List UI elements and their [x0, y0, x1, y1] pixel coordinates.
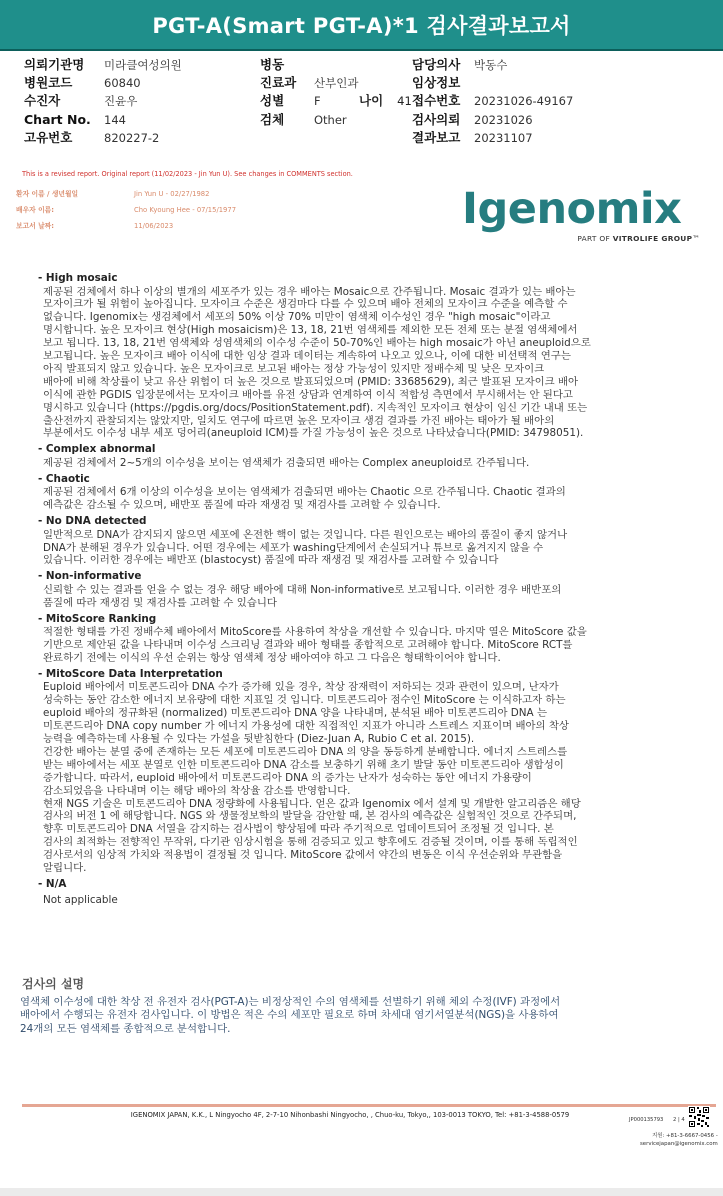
contact-line: 지원: +81-3-6667-0456 - — [652, 1133, 718, 1139]
section-mitoscore-data-interpretation — [38, 668, 690, 875]
description-line: 24개의 모든 염색체를 종합적으로 분석합니다. — [20, 1022, 231, 1035]
info-row-institution: 의뢰기관명 미라클여성의원 — [24, 57, 182, 72]
section-line: 명시하고 있습니다 (https://pgdis.org/docs/PositionStatement.pdf). 지속적인 모자이크 현상이 임신 기간 내내 또는 — [43, 401, 588, 414]
logo-wordmark: Igenomix — [462, 184, 682, 234]
section-line: 성숙하는 동안 감소한 에너지 보유량에 대한 지표일 것 입니다. 미토콘드리아 점수인 MitoScore 는 이식하고자 하는 — [43, 694, 566, 707]
section-line: 향후 미토콘드리아 DNA 서열을 감지하는 검사법이 향상됨에 따라 주기적으로 업데이트되어 조정될 것 입니다. 본 — [43, 823, 554, 836]
section-title: - No DNA detected — [38, 515, 147, 528]
info-row-age: 나이 41 — [359, 93, 412, 108]
section-line: Euploid 배아에서 미토콘드리아 DNA 수가 증가해 있을 경우, 착상 잠재력이 저하되는 것과 관련이 있으며, 난자가 — [43, 681, 559, 694]
section-title: - MitoScore Ranking — [38, 612, 157, 625]
section-line: 건강한 배아는 분열 중에 존재하는 모든 세포에 미토콘드리아 DNA 의 양을 동등하게 분배합니다. 에너지 스트레스를 — [43, 745, 568, 758]
section-line: euploid 배아의 정규화된 (normalized) 미토콘드리아 DNA 양을 나타내며, 분석된 배아 미토콘드리아 DNA 는 — [43, 707, 548, 720]
section-line: DNA가 분해된 경우가 있습니다. 어떤 경우에는 세포가 washing단계에서 손실되거나 튜브로 옮겨지지 않을 수 — [43, 541, 544, 554]
info-row-ward: 병동 — [260, 57, 285, 72]
section-line: 검사의 버전 1 에 해당합니다. NGS 와 생물정보학의 발달을 감안할 때, 본 검사의 예측값은 실험적인 것으로 간주되며, — [43, 810, 577, 823]
info-row-report-date: 결과보고 20231107 — [412, 129, 533, 145]
info-row-doctor: 담당의사 박동수 — [412, 57, 508, 72]
revised-report-notice: This is a revised report. Original report (11/02/2023 - Jin Yun U). See changes in COMMENTS section. — [22, 170, 353, 178]
section-line: 없습니다. Igenomix는 생검체에서 세포의 50% 이상 70% 미만이 염색체 이수성인 경우 "high mosaic"이라고 — [43, 311, 551, 324]
section-note: Not applicable — [43, 894, 118, 907]
section-chaotic — [38, 473, 690, 512]
section-line: 이식에 관한 PGDIS 입장문에서는 모자이크 배아를 유전 상담과 연계하여 이식 적합성 측면에서 무시해서는 안 된다고 — [43, 388, 573, 401]
section-line: 미토콘드리아 DNA copy number 가 에너지 가용성에 대한 직접적인 지표가 아니라 스트레스 지표이며 배아의 착상 — [43, 720, 569, 733]
info-row-patient: 수진자 진윤우 — [24, 93, 138, 109]
description-line: 염색체 이수성에 대한 착상 전 유전자 검사(PGT-A)는 비정상적인 수의 염색체를 선별하기 위해 체외 수정(IVF) 과정에서 — [20, 996, 561, 1008]
info-row-hospital-code: 병원코드 60840 — [24, 75, 141, 91]
info-column-3 — [412, 56, 573, 147]
section-n-a — [38, 878, 690, 907]
section-line: 제공된 검체에서 하나 이상의 별개의 세포주가 있는 경우 배아는 Mosaic으로 간주됩니다. Mosaic 결과가 있는 배아는 — [43, 285, 576, 298]
section-line: 배아에 비해 착상률이 낮고 유산 위험이 더 높은 것으로 발표되었으며 (PMID: 33685629), 최근 발표된 모자이크 배아 — [43, 375, 579, 388]
section-line: 증가합니다. 따라서, euploid 배아에서 미토콘드리아 DNA 의 증가는 난자가 성숙하는 동안 에너지 가용량이 — [43, 771, 532, 784]
section-line: 아직 발표되지 않고 있습니다. 높은 모자이크로 보고된 배아는 정상 가능성이 있지만 정배수체 및 낮은 모자이크 — [43, 362, 545, 375]
section-line: 능력을 예측하는데 사용될 수 있다는 가설을 뒷받침한다 (Diez-Juan A, Rubio C et al. 2015). — [43, 732, 475, 745]
info-row-clinical-info: 임상정보 — [412, 75, 461, 91]
section-line: 적절한 형태를 가진 정배수체 배아에서 MitoScore를 사용하여 착상을 개선할 수 있습니다. 마지막 열은 MitoScore 값을 — [43, 626, 587, 639]
section-title: - MitoScore Data Interpretation — [38, 667, 223, 680]
section-line: 있습니다. 이러한 경우에는 배반포 (blastocyst) 품질에 따라 재생검 및 재검사를 고려할 수 있습니다 — [43, 554, 499, 567]
section-non-informative — [38, 570, 690, 609]
section-line: 부분에서도 이수성 내부 세포 덩어리(aneuploid ICM)를 가질 가능성이 높은 것으로 나타났습니다(PMID: 34798051). — [43, 427, 584, 440]
test-description-body — [20, 996, 705, 1036]
info-row-request-date: 검사의뢰 20231026 — [412, 111, 533, 127]
info-row-department: 진료과 산부인과 — [260, 75, 359, 91]
description-line: 배아에서 수행되는 유전자 검사입니다. 이 방법은 적은 수의 세포만 필요로 하며 차세대 염기서열분석(NGS)을 사용하여 — [20, 1009, 559, 1022]
section-line: 감소되었음을 나타내며 이는 해당 배아의 착상율 감소를 반영합니다. — [43, 784, 351, 797]
section-line: 현재 NGS 기술은 미토콘드리아 DNA 정량화에 사용됩니다. 얻은 값과 Igenomix 에서 설계 및 개발한 알고리즘은 해당 — [43, 797, 581, 810]
section-title: - High mosaic — [38, 272, 118, 284]
footer-contact — [640, 1133, 718, 1148]
section-title: - N/A — [38, 877, 67, 890]
info-column-1 — [24, 56, 182, 147]
info-row-sex: 성별 F — [260, 93, 321, 109]
section-line: 보고됩니다. 높은 모자이크 배아 이식에 대한 임상 결과 데이터는 계속하여 나오고 있으나, 이에 대한 비선택적 연구는 — [43, 350, 571, 363]
footer-divider — [22, 1104, 716, 1107]
section-line: 예측값은 감소될 수 있으며, 배반포 품질에 따라 재생검 및 재검사를 고려할 수 있습니다. — [43, 499, 441, 512]
section-line: 품질에 따라 재생검 및 재검사를 고려할 수 있습니다 — [43, 596, 277, 609]
report-title: PGT-A(Smart PGT-A)*1 검사결과보고서 — [0, 0, 723, 49]
section-no-dna-detected — [38, 515, 690, 567]
footer-address: IGENOMIX JAPAN, K.K., L Ningyocho 4F, 2-7-10 Nihonbashi Ningyocho, , Chuo-ku, Tokyo,, 103-0013 TOKYO, Tel: +81-3-4588-0579 — [130, 1111, 570, 1119]
page-bottom-band — [0, 1188, 723, 1196]
section-line: 검사의 최적화는 전향적인 무작위, 다기관 임상시험을 통해 검증되고 있고 향후에도 검증될 것이며, 이를 통해 독립적인 — [43, 836, 578, 849]
partner-name: 배우자 이름: Cho Kyoung Hee - 07/15/1977 — [16, 206, 237, 214]
section-complex-abnormal — [38, 443, 690, 469]
info-column-2 — [260, 56, 358, 129]
section-mitoscore-ranking — [38, 613, 690, 665]
qr-code-icon — [688, 1106, 710, 1128]
contact-line: servicejapan@igenomix.com — [640, 1140, 718, 1147]
info-row-specimen: 검체 Other — [260, 111, 347, 127]
title-divider — [0, 49, 723, 51]
info-row-receipt-no: 접수번호 20231026-49167 — [412, 93, 574, 109]
section-line: 완료하기 전에는 이식의 우선 순위는 항상 염색체 정상 배아여야 하고 그 다음은 형태학이어야 합니다. — [43, 651, 501, 664]
section-line: 알립니다. — [43, 862, 87, 875]
info-row-chart-no: Chart No. 144 — [24, 111, 126, 127]
document-reference: JP000135793 — [629, 1117, 664, 1123]
section-line: 검사로서의 임상적 가치와 적용법이 결정될 것 입니다. MitoScore 값에서 약간의 변동은 이식 우선순위와 무관함을 — [43, 849, 563, 862]
section-line: 제공된 검체에서 6개 이상의 이수성을 보이는 염색체가 검출되면 배아는 Chaotic 으로 간주됩니다. Chaotic 결과의 — [43, 486, 566, 499]
section-high-mosaic — [38, 272, 690, 440]
test-description-title: 검사의 설명 — [22, 977, 85, 991]
patient-info-block — [16, 186, 236, 234]
section-line: 제공된 검체에서 2~5개의 이수성을 보이는 염색체가 검출되면 배아는 Complex aneuploid로 간주됩니다. — [43, 456, 530, 469]
section-line: 출산전까지 관찰되지는 않았지만, 일치도 연구에 따르면 높은 모자이크 생검 결과를 가진 배아는 태아가 될 배아의 — [43, 414, 555, 427]
logo-tagline: PART OF VITROLIFE GROUP™ — [577, 234, 700, 243]
section-line: 명시합니다. 높은 모자이크 현상(High mosaicism)은 13, 18, 21번 염색체를 제외한 모든 전체 또는 분절 염색체에서 — [43, 324, 578, 337]
section-title: - Non-informative — [38, 570, 142, 583]
section-line: 신뢰할 수 있는 결과를 얻을 수 없는 경우 해당 배아에 대해 Non-informative로 보고됩니다. 이러한 경우 배반포의 — [43, 583, 562, 596]
section-title: - Chaotic — [38, 472, 90, 485]
page-number: 2 | 4 — [673, 1117, 685, 1123]
patient-name-dob: 환자 이름 / 생년월일 Jin Yun U - 02/27/1982 — [16, 190, 210, 198]
section-line: 받는 배아에서는 세포 분열로 인한 미토콘드리아 DNA 감소를 보충하기 위해 초기 발달 동안 미토콘드리아 생합성이 — [43, 758, 564, 771]
info-row-unique-id: 고유번호 820227-2 — [24, 129, 160, 145]
igenomix-logo — [462, 186, 702, 246]
comments-sections — [38, 272, 690, 907]
report-date: 보고서 날짜: 11/06/2023 — [16, 222, 174, 230]
section-line: 모자이크가 될 위험이 높아집니다. 모자이크 수준은 생검마다 다를 수 있으며 배아 전체의 모자이크 수준을 예측할 수 — [43, 298, 568, 311]
section-line: 일반적으로 DNA가 감지되지 않으면 세포에 온전한 핵이 없는 것입니다. 다른 원인으로는 배아의 품질이 좋지 않거나 — [43, 528, 568, 541]
section-line: 보고 됩니다. 13, 18, 21번 염색체와 성염색체의 이수성 수준이 50-70%인 배아는 high mosaic가 아닌 aneuploid으로 — [43, 337, 591, 350]
section-title: - Complex abnormal — [38, 443, 156, 456]
section-line: 기반으로 제안된 값을 나타내며 이수성 스크리닝 결과와 배아 형태를 종합적으로 고려해야 합니다. MitoScore RCT를 — [43, 639, 573, 652]
